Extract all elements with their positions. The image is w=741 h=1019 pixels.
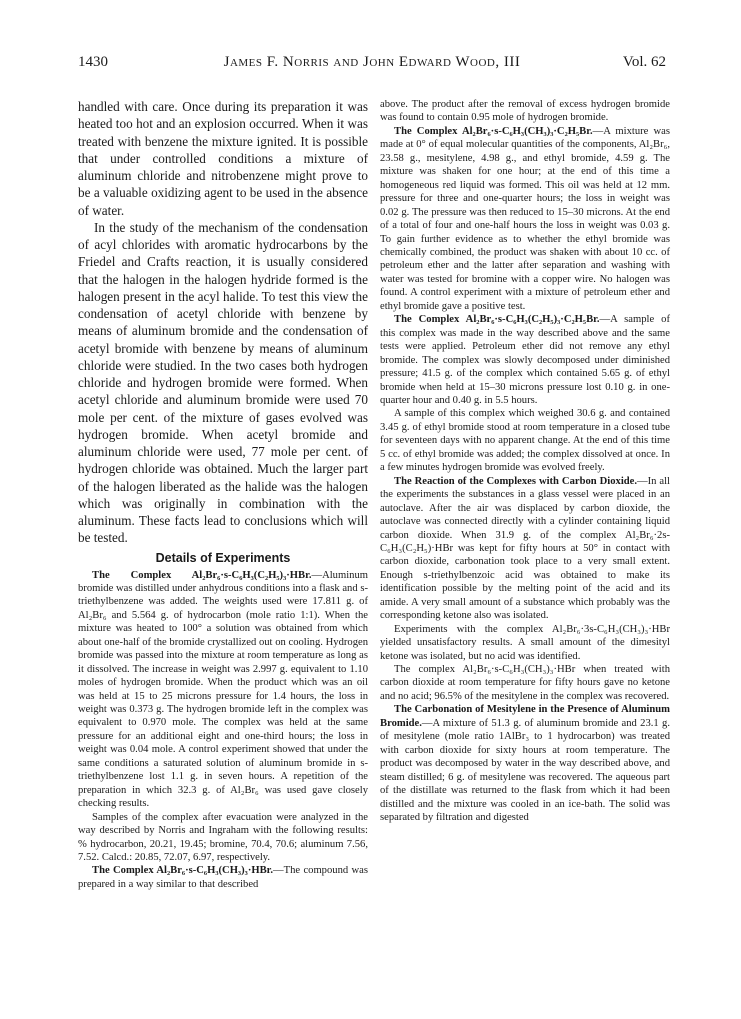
run-in-heading: The Complex Al₂Br₆·s-C₆H₃(CH₃)₃·HBr. bbox=[92, 865, 274, 877]
left-paragraph-2: In the study of the mechanism of the condensation of acyl chlorides with aromatic hydrocarbons by the Friedel and Crafts reaction, it is usually considered that the halogen in the halogen hydride formed is the halogen present in the acyl halide. To test this view the condensation of acetyl chloride with benzene by means of aluminum bromide and the condensation of acetyl bromide with benzene by means of aluminum chloride were studied. In the two cases both hydrogen chloride and hydrogen bromide were formed. When acetyl chloride and aluminum bromide were used 70 mole per cent. of the mixture of gases evolved was hydrogen bromide. When acetyl bromide and aluminum chloride were used, 77 mole per cent. of hydrogen chloride was obtained. Much the larger part of the halogen liberated as the halide was the halogen which was originally in combination with the aluminum. These facts lead to conclusions which will be tested. bbox=[78, 219, 368, 546]
run-in-heading: The Carbonation of Mesitylene in the Presence of Aluminum Bromide. bbox=[380, 704, 670, 729]
section-heading: Details of Experiments bbox=[155, 550, 291, 565]
right-paragraph-8 bbox=[380, 703, 670, 824]
page-number: 1430 bbox=[78, 54, 108, 70]
right-paragraph-7: The complex Al₂Br₆·s-C₆H₃(CH₃)₃·HBr when treated with carbon dioxide at room temperature for fifty hours gave no ketone and no acid; 96.5% of the mesitylene in the complex was recovered. bbox=[380, 664, 670, 702]
paragraph-body: —The compound was prepared in a way similar to that described bbox=[78, 865, 368, 890]
running-title-authors: James F. Norris and John Edward Wood, III bbox=[223, 54, 521, 70]
left-paragraph-4: Samples of the complex after evacuation were analyzed in the way described by Norris and Ingraham with the following results: % hydrocarbon, 20.21, 19.45; bromine, 70.4, 70.6; aluminum 7.56, 7.52. Calcd.: 20.85, 72.07, 6.97, respectively. bbox=[78, 811, 368, 864]
paragraph-body: —A mixture of 51.3 g. of aluminum bromide and 23.1 g. of mesitylene (mole ratio 1AlBr₃ to 1 hydrocarbon) was treated with carbon dioxide for sixty hours at room temperature. The product was decomposed by water in the way described above, and steam distilled; 6 g. of mesitylene was recovered. The aqueous part of the distillate was returned to the flask from which it had been distilled and the mixture was cooled in an ice-bath. The solid was separated by filtration and digested bbox=[380, 717, 670, 824]
left-paragraph-1: handled with care. Once during its preparation it was heated too hot and an explosion occurred. When it was treated with benzene the mixture ignited. It is possible that under controlled conditions a mixture of aluminum chloride and nitrobenzene might prove to be a valuable oxidizing agent to be used in the absence of water. bbox=[78, 99, 368, 218]
left-paragraph-3 bbox=[78, 569, 368, 811]
run-in-heading: The Complex Al₂Br₆·s-C₆H₃(CH₃)₃·C₂H₅Br. bbox=[394, 125, 593, 137]
run-in-heading: The Reaction of the Complexes with Carbon Dioxide. bbox=[394, 475, 638, 487]
right-paragraph-6: Experiments with the complex Al₂Br₆·3s-C₆H₃(CH₃)₃·HBr yielded unsatisfactory results. A small amount of the dimesityl ketone was isolated, but no acid was identified. bbox=[380, 623, 670, 662]
left-paragraph-5 bbox=[78, 864, 368, 891]
right-paragraph-2 bbox=[380, 125, 670, 313]
right-paragraph-3 bbox=[380, 313, 670, 407]
running-header bbox=[78, 54, 666, 78]
paragraph-body: —A sample of this complex was made in the way described above and the same tests were applied. Petroleum ether did not remove any ethyl bromide. The complex was slowly decomposed under diminished pressure; 41.5 g. of the complex which contained 5.65 g. of ethyl bromide when held at 15–30 microns pressure lost 0.10 g. in one-quarter hour and 0.40 g. in 5.5 hours. bbox=[380, 314, 670, 406]
right-paragraph-4: A sample of this complex which weighed 30.6 g. and contained 3.45 g. of ethyl bromide stood at room temperature in a closed tube for seventeen days with no apparent change. At the end of this time 5 cc. of ethyl bromide was added; the complex dissolved at once. In a few minutes hydrogen bromide was evolved freely. bbox=[380, 408, 670, 474]
right-paragraph-1: above. The product after the removal of excess hydrogen bromide was found to contain 0.95 mole of hydrogen bromide. bbox=[380, 99, 670, 124]
right-column bbox=[380, 98, 670, 824]
paragraph-body: —In all the experiments the substances in a glass vessel were placed in an autoclave. After the air was displaced by carbon dioxide, the autoclave was connected directly with a cylinder containing liquid carbon dioxide. When 31.9 g. of the complex Al₂Br₆·2s-C₆H₃(C₂H₅)·HBr was kept for fifty hours at 50° in contact with carbon dioxide, carbonation took place to a very small extent. Enough s-triethylbenzoic acid was obtained to make its identification possible by the melting point of the acid and its amide. A very small amount of a substance which probably was the corresponding ketone also was isolated. bbox=[380, 475, 671, 622]
right-paragraph-5 bbox=[380, 475, 670, 623]
volume-label: Vol. 62 bbox=[622, 54, 666, 70]
run-in-heading: The Complex Al₂Br₆·s-C₆H₃(C₂H₅)₃·C₂H₅Br. bbox=[394, 314, 600, 326]
run-in-heading: The Complex Al₂Br₆·s-C₆H₃(C₂H₅)₃·HBr. bbox=[92, 569, 312, 581]
paragraph-body: —Aluminum bromide was distilled under anhydrous conditions into a flask and s-triethylbenzene was added. The weights used were 17.811 g. of Al₂Br₆ and 5.564 g. of hydrocarbon (mole ratio 1:1). When the mixture was heated to 100° a solution was obtained from which about one-half of the bromide crystallized out on cooling. Hydrogen bromide was passed into the mixture at room temperature as long as it dissolved. The increase in weight was 2.997 g. equivalent to 1.10 moles of hydrogen bromide. When the product which was an oil was held at 15 to 25 microns pressure for 1.4 hours, the loss in weight was 0.373 g. The hydrogen bromide left in the complex was equivalent to 0.970 mole. The complex was held at the same pressure for an additional eight and one-third hours; the loss in weight was 0.04 mole. A control experiment showed that under the same conditions a saturated solution of aluminum bromide in s-triethylbenzene lost 1.1 g. in seven hours. A repetition of the preparation in which 32.3 g. of Al₂Br₆ was used gave closely checking results. bbox=[78, 569, 368, 810]
left-column bbox=[78, 98, 368, 891]
paragraph-body: —A mixture was made at 0° of equal molecular quantities of the components, Al₂Br₆, 23.58 g., mesitylene, 4.98 g., and ethyl bromide, 4.59 g. The mixture was shaken for one hour; at the end of this time a homogeneous red liquid was formed. This oil was held at 12 mm. pressure for three and one-quarter hours; the loss in weight was 0.02 g. The pressure was then reduced to 15–30 microns. At the end of a total of four and one-half hours the loss in weight was 0.03 g. To gain further evidence as to whether the ethyl bromide was chemically combined, the product was shaken with about 10 cc. of petroleum ether and the latter after separation and washing with water was tested for bromine with a copper wire. No halogen was found. A control experiment with a mixture of petroleum ether and ethyl bromide gave a positive test. bbox=[380, 125, 670, 312]
